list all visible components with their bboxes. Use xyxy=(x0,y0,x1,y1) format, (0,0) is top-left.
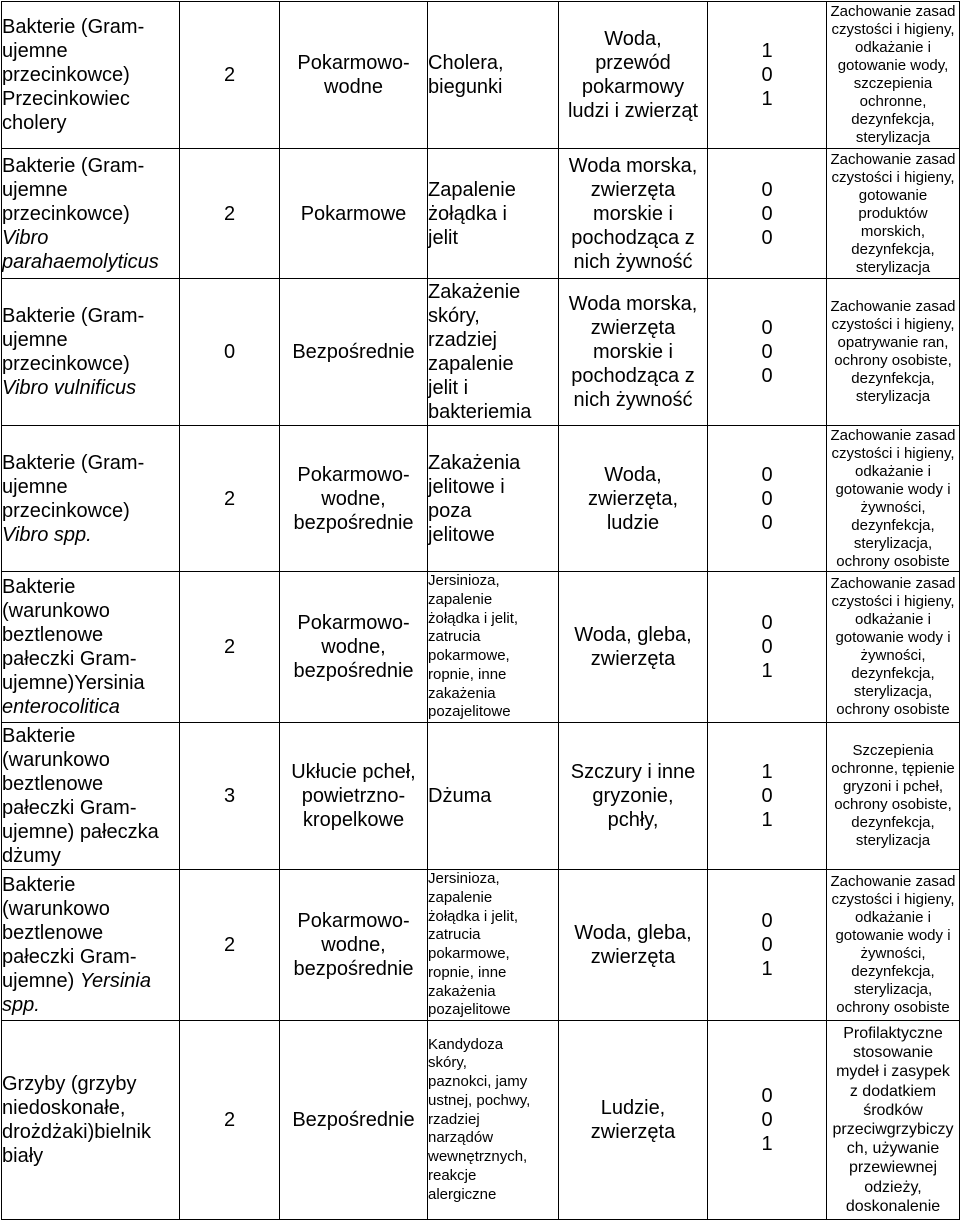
risk-group-cell: 2 xyxy=(180,870,280,1021)
reservoir-cell: Woda, przewód pokarmowy ludzi i zwierząt xyxy=(559,2,708,149)
prevention-cell: Zachowanie zasad czystości i higieny, odkażanie i gotowanie wody i żywności, dezynfekcja, sterylizacja, ochrony osobiste xyxy=(827,572,960,723)
organism-cell: Bakterie (Gram- ujemne przecinkowce) Vibro vulnificus xyxy=(2,279,180,426)
table-row xyxy=(2,426,960,572)
prevention-cell: Zachowanie zasad czystości i higieny, opatrywanie ran, ochrony osobiste, dezynfekcja, sterylizacja xyxy=(827,279,960,426)
organism-cell: Bakterie (Gram- ujemne przecinkowce) Vibro spp. xyxy=(2,426,180,572)
table-row xyxy=(2,1021,960,1220)
transmission-cell: Pokarmowo- wodne, bezpośrednie xyxy=(280,572,428,723)
disease-cell: Jersinioza, zapalenie żołądka i jelit, zatrucia pokarmowe, ropnie, inne zakażenia pozajelitowe xyxy=(428,870,559,1021)
risk-group-cell: 0 xyxy=(180,279,280,426)
disease-cell: Jersinioza, zapalenie żołądka i jelit, zatrucia pokarmowe, ropnie, inne zakażenia pozajelitowe xyxy=(428,572,559,723)
flags-cell: 0 0 0 xyxy=(708,426,827,572)
risk-group-cell: 2 xyxy=(180,572,280,723)
transmission-cell: Bezpośrednie xyxy=(280,1021,428,1220)
organism-cell: Bakterie (warunkowo beztlenowe pałeczki Gram- ujemne) Yersinia spp. xyxy=(2,870,180,1021)
disease-cell: Kandydoza skóry, paznokci, jamy ustnej, pochwy, rzadziej narządów wewnętrznych, reakcje alergiczne xyxy=(428,1021,559,1220)
organism-cell: Bakterie (Gram- ujemne przecinkowce) Vibro parahaemolyticus xyxy=(2,149,180,279)
disease-cell: Zapalenie żołądka i jelit xyxy=(428,149,559,279)
disease-cell: Zakażenia jelitowe i poza jelitowe xyxy=(428,426,559,572)
flags-cell: 0 0 0 xyxy=(708,149,827,279)
reservoir-cell: Ludzie, zwierzęta xyxy=(559,1021,708,1220)
table-row xyxy=(2,279,960,426)
transmission-cell: Pokarmowo- wodne, bezpośrednie xyxy=(280,870,428,1021)
organism-cell: Bakterie (Gram- ujemne przecinkowce) Przecinkowiec cholery xyxy=(2,2,180,149)
table-row xyxy=(2,149,960,279)
transmission-cell: Pokarmowo- wodne xyxy=(280,2,428,149)
table-row xyxy=(2,2,960,149)
risk-group-cell: 3 xyxy=(180,723,280,870)
flags-cell: 0 0 1 xyxy=(708,870,827,1021)
prevention-cell: Zachowanie zasad czystości i higieny, odkażanie i gotowanie wody, szczepienia ochronne, dezynfekcja, sterylizacja xyxy=(827,2,960,149)
table-row xyxy=(2,870,960,1021)
transmission-cell: Bezpośrednie xyxy=(280,279,428,426)
flags-cell: 0 0 1 xyxy=(708,1021,827,1220)
pathogen-table xyxy=(1,1,960,1220)
table-row xyxy=(2,572,960,723)
reservoir-cell: Woda, zwierzęta, ludzie xyxy=(559,426,708,572)
risk-group-cell: 2 xyxy=(180,149,280,279)
transmission-cell: Pokarmowe xyxy=(280,149,428,279)
prevention-cell: Zachowanie zasad czystości i higieny, odkażanie i gotowanie wody i żywności, dezynfekcja, sterylizacja, ochrony osobiste xyxy=(827,426,960,572)
prevention-cell: Szczepienia ochronne, tępienie gryzoni i pcheł, ochrony osobiste, dezynfekcja, sterylizacja xyxy=(827,723,960,870)
organism-cell: Bakterie (warunkowo beztlenowe pałeczki Gram- ujemne) pałeczka dżumy xyxy=(2,723,180,870)
organism-cell: Grzyby (grzyby niedoskonałe, drożdżaki)bielnik biały xyxy=(2,1021,180,1220)
flags-cell: 0 0 0 xyxy=(708,279,827,426)
prevention-cell: Zachowanie zasad czystości i higieny, odkażanie i gotowanie wody i żywności, dezynfekcja, sterylizacja, ochrony osobiste xyxy=(827,870,960,1021)
reservoir-cell: Woda morska, zwierzęta morskie i pochodząca z nich żywność xyxy=(559,279,708,426)
transmission-cell: Pokarmowo- wodne, bezpośrednie xyxy=(280,426,428,572)
organism-cell: Bakterie (warunkowo beztlenowe pałeczki Gram- ujemne)Yersinia enterocolitica xyxy=(2,572,180,723)
disease-cell: Dżuma xyxy=(428,723,559,870)
risk-group-cell: 2 xyxy=(180,426,280,572)
reservoir-cell: Szczury i inne gryzonie, pchły, xyxy=(559,723,708,870)
flags-cell: 1 0 1 xyxy=(708,723,827,870)
flags-cell: 0 0 1 xyxy=(708,572,827,723)
reservoir-cell: Woda morska, zwierzęta morskie i pochodząca z nich żywność xyxy=(559,149,708,279)
table-row xyxy=(2,723,960,870)
transmission-cell: Ukłucie pcheł, powietrzno- kropelkowe xyxy=(280,723,428,870)
risk-group-cell: 2 xyxy=(180,1021,280,1220)
reservoir-cell: Woda, gleba, zwierzęta xyxy=(559,870,708,1021)
disease-cell: Zakażenie skóry, rzadziej zapalenie jelit i bakteriemia xyxy=(428,279,559,426)
prevention-cell: Zachowanie zasad czystości i higieny, gotowanie produktów morskich, dezynfekcja, sterylizacja xyxy=(827,149,960,279)
disease-cell: Cholera, biegunki xyxy=(428,2,559,149)
flags-cell: 1 0 1 xyxy=(708,2,827,149)
reservoir-cell: Woda, gleba, zwierzęta xyxy=(559,572,708,723)
prevention-cell: Profilaktyczne stosowanie mydeł i zasypek z dodatkiem środków przeciwgrzybiczy ch, używanie przewiewnej odzieży, doskonalenie xyxy=(827,1021,960,1220)
risk-group-cell: 2 xyxy=(180,2,280,149)
